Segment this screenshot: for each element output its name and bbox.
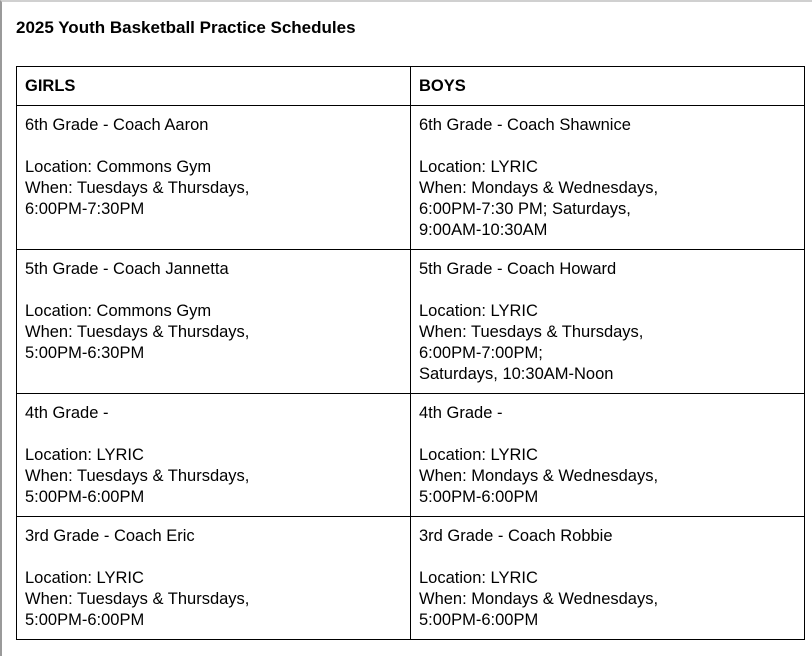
location-text: Location: LYRIC bbox=[25, 446, 144, 464]
schedule-text: When: Tuesdays & Thursdays, 5:00PM-6:00PM bbox=[25, 467, 250, 506]
table-row bbox=[17, 250, 805, 394]
page-title: 2025 Youth Basketball Practice Schedules bbox=[16, 18, 356, 37]
schedule-text: When: Mondays & Wednesdays, 6:00PM-7:30 PM; Saturdays, 9:00AM-10:30AM bbox=[419, 179, 659, 239]
location-text: Location: Commons Gym bbox=[25, 302, 212, 320]
schedule-text: When: Tuesdays & Thursdays, 6:00PM-7:00PM; Saturdays, 10:30AM-Noon bbox=[419, 323, 644, 383]
grade-coach-label: 3rd Grade - Coach Robbie bbox=[419, 527, 613, 545]
grade-coach-label: 5th Grade - Coach Jannetta bbox=[25, 260, 229, 278]
schedule-text: When: Tuesdays & Thursdays, 5:00PM-6:30PM bbox=[25, 323, 250, 362]
cell-spacer bbox=[419, 424, 796, 445]
table-row bbox=[17, 106, 805, 250]
table-row bbox=[17, 394, 805, 517]
location-text: Location: LYRIC bbox=[419, 302, 538, 320]
location-text: Location: LYRIC bbox=[419, 158, 538, 176]
schedule-text: When: Tuesdays & Thursdays, 5:00PM-6:00PM bbox=[25, 590, 250, 629]
table-row bbox=[17, 517, 805, 640]
grade-coach-label: 3rd Grade - Coach Eric bbox=[25, 527, 195, 545]
girls-cell-4th-grade bbox=[17, 394, 411, 517]
cell-spacer bbox=[419, 280, 796, 301]
boys-cell-6th-grade bbox=[411, 106, 805, 250]
cell-spacer bbox=[25, 424, 402, 445]
grade-coach-label: 6th Grade - Coach Aaron bbox=[25, 116, 209, 134]
location-text: Location: LYRIC bbox=[419, 446, 538, 464]
grade-coach-label: 4th Grade - bbox=[25, 404, 109, 422]
schedule-text: When: Tuesdays & Thursdays, 6:00PM-7:30PM bbox=[25, 179, 250, 218]
column-header-boys: BOYS bbox=[411, 67, 805, 106]
location-text: Location: LYRIC bbox=[419, 569, 538, 587]
cell-spacer bbox=[25, 547, 402, 568]
girls-cell-3rd-grade bbox=[17, 517, 411, 640]
location-text: Location: LYRIC bbox=[25, 569, 144, 587]
girls-cell-5th-grade bbox=[17, 250, 411, 394]
cell-spacer bbox=[419, 547, 796, 568]
grade-coach-label: 5th Grade - Coach Howard bbox=[419, 260, 617, 278]
boys-cell-5th-grade bbox=[411, 250, 805, 394]
cell-spacer bbox=[25, 280, 402, 301]
column-header-girls: GIRLS bbox=[17, 67, 411, 106]
grade-coach-label: 4th Grade - bbox=[419, 404, 503, 422]
boys-cell-4th-grade bbox=[411, 394, 805, 517]
location-text: Location: Commons Gym bbox=[25, 158, 212, 176]
schedule-text: When: Mondays & Wednesdays, 5:00PM-6:00PM bbox=[419, 590, 659, 629]
cell-spacer bbox=[25, 136, 402, 157]
schedule-text: When: Mondays & Wednesdays, 5:00PM-6:00PM bbox=[419, 467, 659, 506]
girls-cell-6th-grade bbox=[17, 106, 411, 250]
grade-coach-label: 6th Grade - Coach Shawnice bbox=[419, 116, 631, 134]
schedule-table bbox=[16, 66, 805, 640]
table-header-row bbox=[17, 67, 805, 106]
cell-spacer bbox=[419, 136, 796, 157]
boys-cell-3rd-grade bbox=[411, 517, 805, 640]
